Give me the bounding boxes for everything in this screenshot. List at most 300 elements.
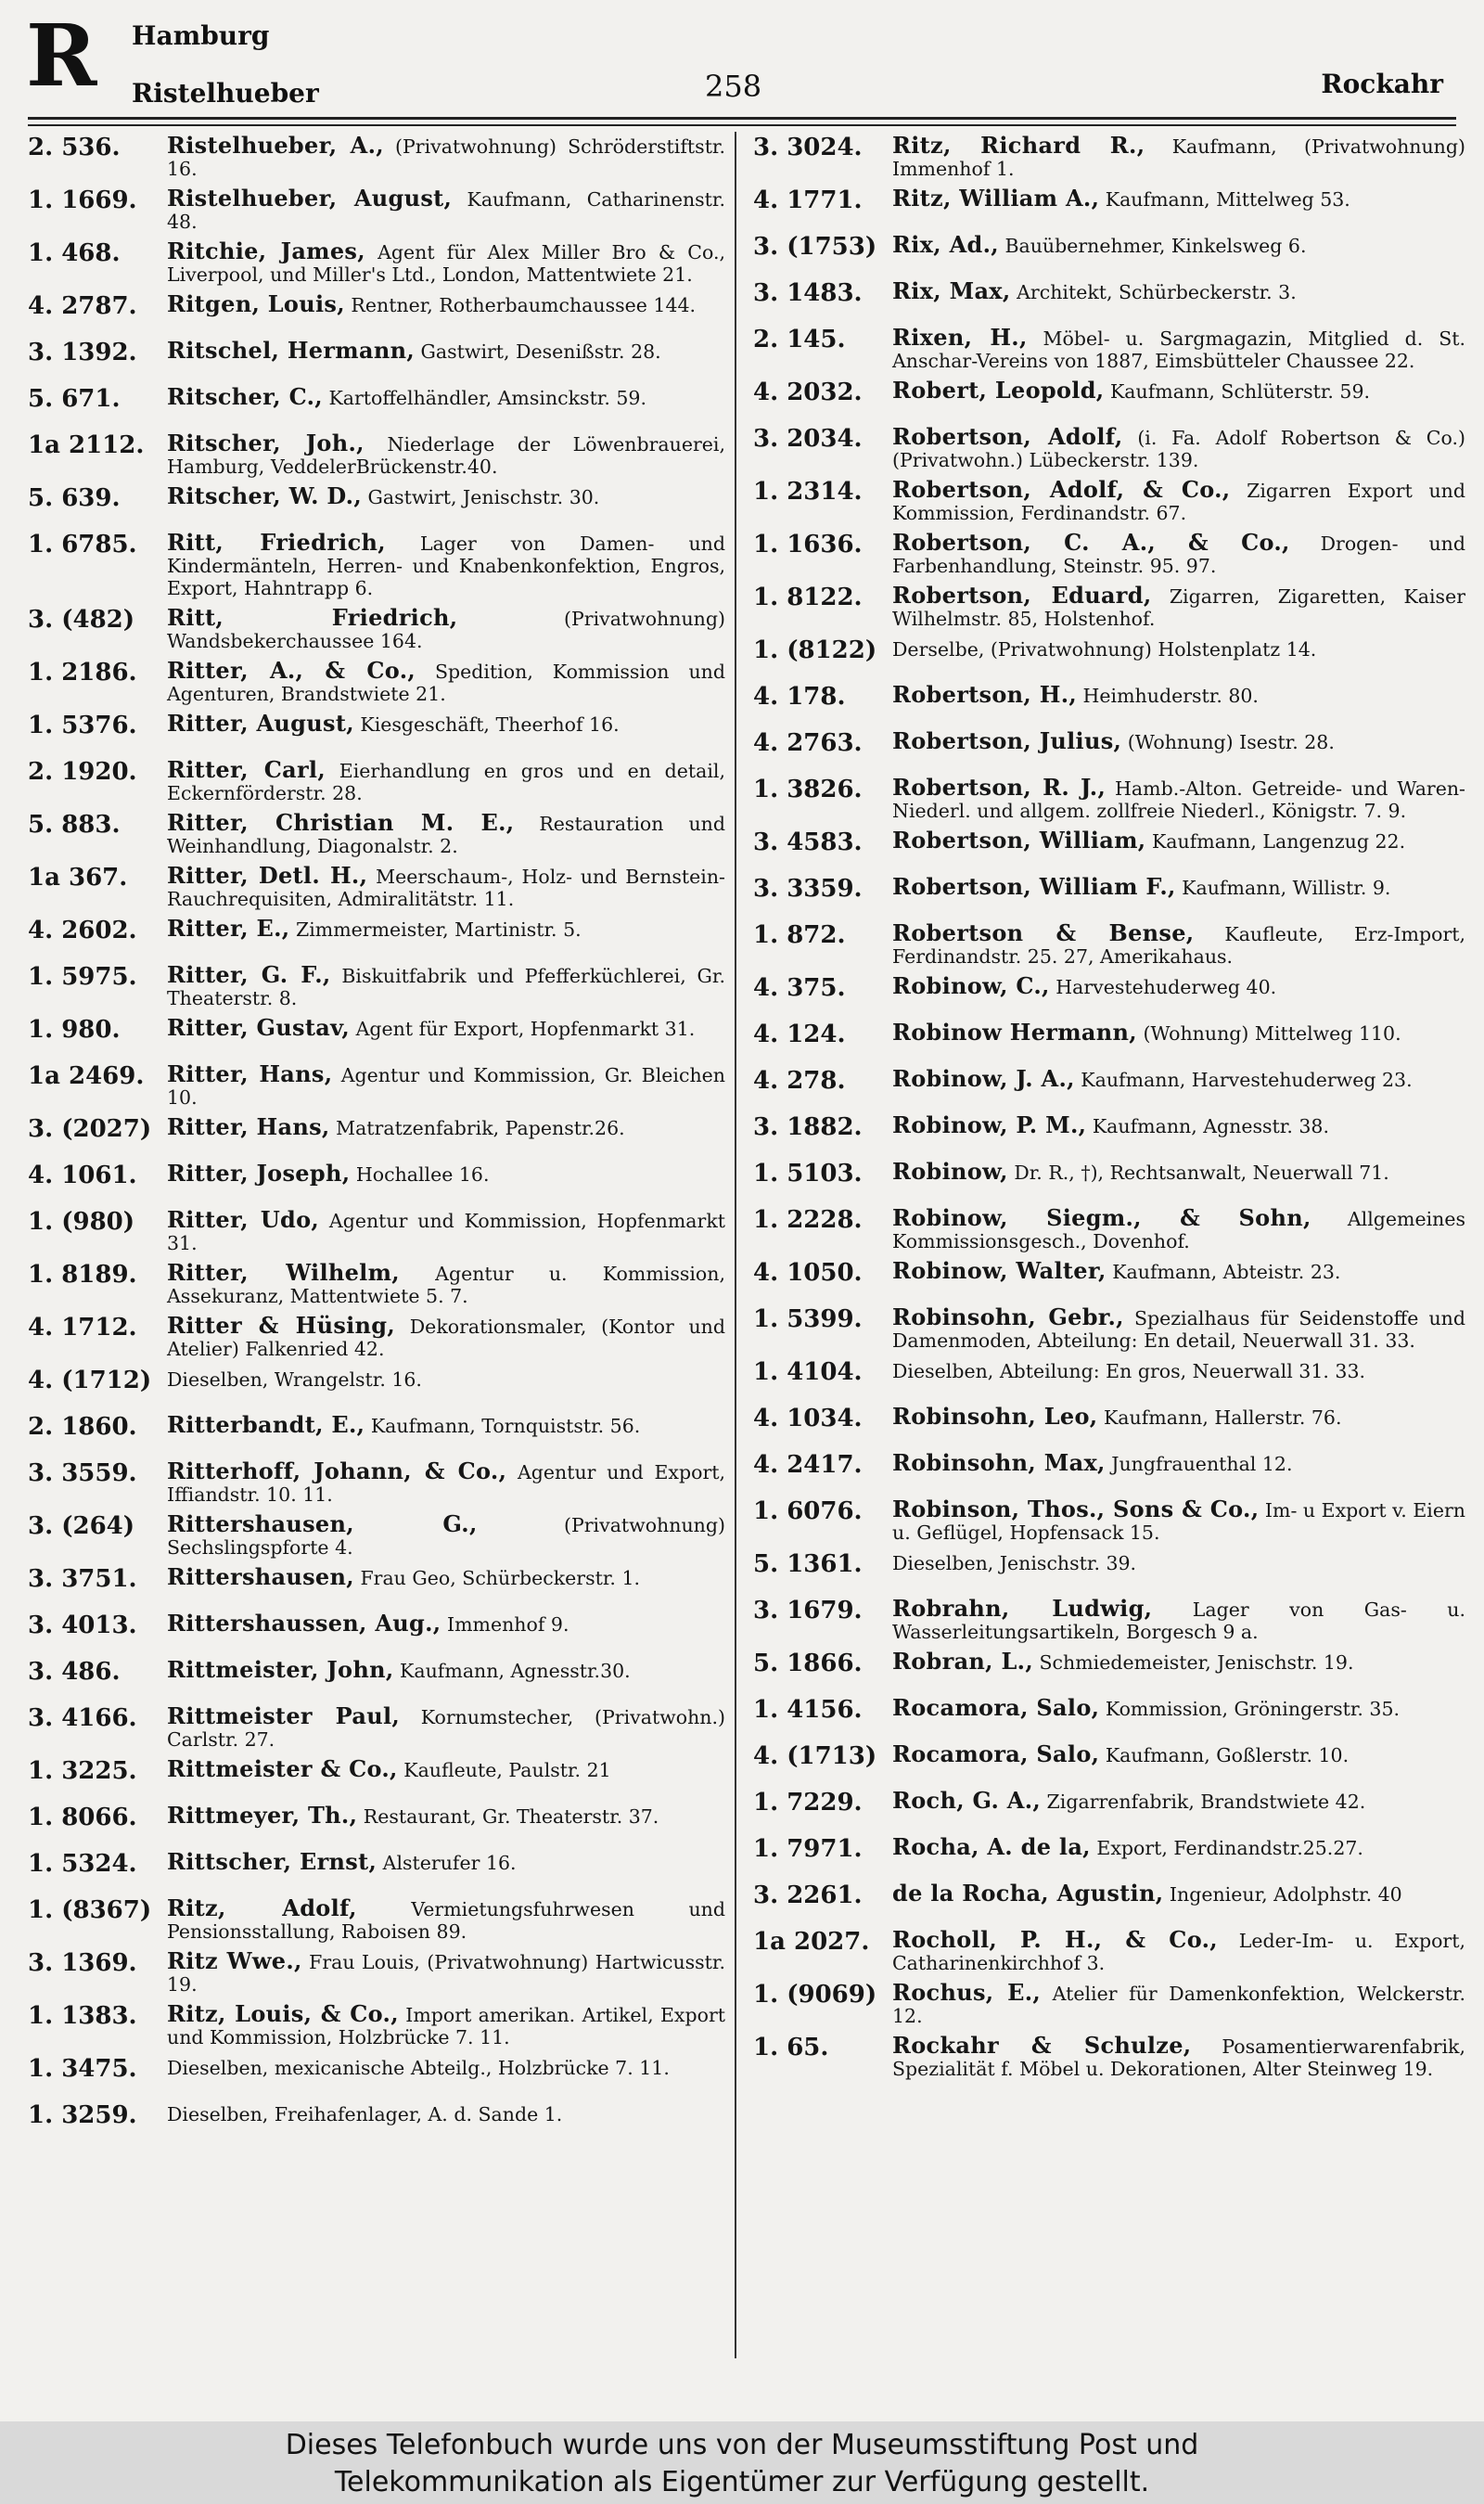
entry-description: Architekt, Schürbeckerstr. 3. [1017, 281, 1297, 303]
entry-number: 4. 2032. [753, 379, 863, 406]
entry-number: 1. 2186. [28, 659, 137, 687]
entry-number: 1. 3225. [28, 1757, 137, 1785]
entry-name: Rix, Ad., [892, 231, 999, 258]
entry-number: 3. 4013. [28, 1612, 137, 1639]
entry-description: Matratzenfabrik, Papenstr.26. [336, 1117, 625, 1139]
entry-name: Rittmeister Paul, [167, 1702, 401, 1729]
entry-name: Ristelhueber, A., [167, 132, 384, 159]
entry-number: 1. 4104. [753, 1358, 863, 1386]
column-divider [735, 132, 736, 2358]
entry-text [892, 231, 1465, 258]
entry-number: 4. 2602. [28, 917, 137, 944]
entry-name: Robertson, Julius, [892, 727, 1122, 754]
left-column [28, 132, 725, 2377]
entry-name: Robinow, Siegm., & Sohn, [892, 1204, 1311, 1231]
directory-entry [753, 1648, 1465, 1694]
directory-entry [753, 635, 1465, 681]
entry-name: Robinow, C., [892, 972, 1050, 999]
entry-number: 3. (2027) [28, 1115, 152, 1143]
header-rule-thin [28, 124, 1456, 126]
entry-number: 1. 7971. [753, 1835, 863, 1863]
entry-text [892, 476, 1465, 524]
entry-number: 1. 872. [753, 921, 846, 949]
entry-description: Posamentierwarenfabrik, Spezialität f. Möbel u. Dekorationen, Alter Steinweg 19. [892, 2035, 1465, 2080]
entry-name: Rittershausen, [167, 1563, 354, 1590]
entry-name: Ritter & Hüsing, [167, 1312, 396, 1339]
entry-number: 1a 2112. [28, 431, 145, 459]
entry-name: Rochus, E., [892, 1979, 1042, 2006]
directory-entry [753, 727, 1465, 774]
entry-number: 1. 980. [28, 1016, 121, 1044]
entry-number: 1. 3475. [28, 2055, 137, 2083]
entry-text [167, 961, 725, 1009]
directory-entry [28, 1411, 725, 1457]
directory-entry [28, 1312, 725, 1365]
entry-text [892, 2032, 1465, 2080]
directory-entry [753, 377, 1465, 423]
entry-number: 1. 8189. [28, 1261, 137, 1289]
entry-text [892, 1021, 1465, 1045]
entry-name: Rocha, A. de la, [892, 1833, 1091, 1860]
directory-entry [753, 582, 1465, 635]
entry-number: 4. 278. [753, 1067, 846, 1095]
directory-entry [753, 1979, 1465, 2032]
entry-text [892, 1359, 1465, 1382]
entry-name: Rittmeister & Co., [167, 1755, 398, 1782]
entry-name: Ritter, Carl, [167, 756, 326, 783]
entry-name: Robinow, P. M., [892, 1111, 1087, 1138]
entry-name: Robertson, R. J., [892, 774, 1107, 801]
directory-entry [753, 1356, 1465, 1403]
entry-description: Dieselben, mexicanische Abteilg., Holzbrücke 7. 11. [167, 2057, 670, 2079]
entry-text [167, 1411, 725, 1438]
entry-text [892, 681, 1465, 708]
entry-description: Kaufmann, Agnesstr.30. [400, 1660, 631, 1682]
entry-text [892, 584, 1465, 630]
entry-number: 1. 65. [753, 2034, 829, 2061]
entry-text [167, 482, 725, 509]
entry-description: Ingenieur, Adolphstr. 40 [1169, 1883, 1402, 1906]
entry-number: 3. (264) [28, 1512, 135, 1540]
entry-description: Kaufmann, Catharinenstr. 48. [167, 188, 725, 233]
entry-text [892, 1204, 1465, 1252]
directory-entry [753, 1740, 1465, 1787]
entry-description: Kaufmann, Mittelweg 53. [1105, 188, 1350, 211]
entry-text [892, 529, 1465, 577]
entry-description: Lager von Gas- u. Wasserleitungsartikeln, Borgesch 9 a. [892, 1599, 1465, 1643]
directory-entry [753, 1694, 1465, 1740]
entry-name: Ritter, E., [167, 915, 290, 942]
directory-entry [753, 185, 1465, 231]
directory-entry [753, 529, 1465, 582]
entry-description: Meerschaum-, Holz- und Bernstein-Rauchrequisiten, Admiralitätstr. 11. [167, 866, 725, 910]
entry-text [892, 919, 1465, 968]
directory-entry [28, 1113, 725, 1160]
entry-text [167, 1162, 725, 1186]
directory-entry [28, 862, 725, 915]
directory-entry [753, 1019, 1465, 1065]
entry-name: Ritt, Friedrich, [167, 529, 386, 556]
entry-text [892, 379, 1465, 403]
directory-entry [753, 324, 1465, 377]
entry-description: Hochallee 16. [355, 1163, 490, 1186]
entry-text [167, 710, 725, 737]
header-rule [28, 117, 1456, 120]
entry-name: Ritterbandt, E., [167, 1411, 365, 1438]
entry-text [167, 1259, 725, 1307]
directory-entry [28, 809, 725, 862]
directory-entry [753, 1833, 1465, 1880]
entry-number: 3. 1679. [753, 1597, 863, 1624]
directory-entry [28, 1259, 725, 1312]
directory-entry [28, 337, 725, 383]
page-header [0, 0, 1484, 130]
entry-number: 3. 3559. [28, 1459, 137, 1487]
entry-text [167, 1510, 725, 1559]
entry-name: Robran, L., [892, 1648, 1033, 1675]
entry-description: Drogen- und Farbenhandlung, Steinstr. 95. 97. [892, 533, 1465, 577]
entry-text [167, 1804, 725, 1828]
entry-name: Rittmeyer, Th., [167, 1802, 358, 1829]
directory-entry [28, 482, 725, 529]
entry-number: 1. 7229. [753, 1789, 863, 1817]
directory-entry [28, 1365, 725, 1411]
entry-number: 1. 5103. [753, 1160, 863, 1188]
entry-text [167, 187, 725, 233]
entry-name: Ristelhueber, August, [167, 185, 453, 212]
entry-number: 5. 671. [28, 385, 121, 413]
entry-description: Jungfrauenthal 12. [1111, 1453, 1293, 1475]
entry-number: 1. 468. [28, 239, 121, 267]
directory-entry [28, 383, 725, 430]
directory-entry [753, 774, 1465, 827]
entry-number: 1. 1383. [28, 2002, 137, 2030]
entry-text [167, 1457, 725, 1506]
entry-description: Eierhandlung en gros und en detail, Eckernförderstr. 28. [167, 760, 725, 804]
entry-name: Ritscher, C., [167, 383, 323, 410]
entry-description: Kaufmann, Hallerstr. 76. [1103, 1406, 1342, 1429]
entry-description: Kaufmann, Harvestehuderweg 23. [1081, 1069, 1413, 1091]
entry-text [167, 604, 725, 652]
directory-entry [28, 290, 725, 337]
entry-number: 4. 375. [753, 974, 846, 1002]
entry-description: Frau Louis, (Privatwohnung) Hartwicusstr. 19. [167, 1951, 725, 1996]
entry-name: Robertson, Adolf, [892, 423, 1123, 450]
directory-entry [28, 430, 725, 482]
entry-description: Dr. R., †), Rechtsanwalt, Neuerwall 71. [1014, 1162, 1389, 1184]
entry-number: 3. 1882. [753, 1113, 863, 1141]
header-first-name: Ristelhueber [132, 78, 319, 109]
entry-name: de la Rocha, Agustin, [892, 1880, 1164, 1907]
directory-entry [28, 1802, 725, 1848]
entry-text [167, 337, 725, 364]
directory-entry [28, 604, 725, 657]
entry-text [892, 1303, 1465, 1352]
directory-entry [753, 423, 1465, 476]
entry-description: Agentur u. Kommission, Assekuranz, Mattentwiete 5. 7. [167, 1263, 725, 1307]
entry-description: Spedition, Kommission und Agenturen, Brandstwiete 21. [167, 661, 725, 705]
entry-text [892, 1257, 1465, 1284]
entry-description: Zimmermeister, Martinistr. 5. [295, 918, 582, 941]
directory-entry [753, 827, 1465, 873]
entry-description: Harvestehuderweg 40. [1055, 976, 1277, 998]
directory-entry [28, 1755, 725, 1802]
directory-entry [28, 756, 725, 809]
entry-name: Robinson, Thos., Sons & Co., [892, 1496, 1260, 1522]
entry-description: Vermietungsfuhrwesen und Pensionsstallung, Raboisen 89. [167, 1898, 725, 1943]
directory-entry [28, 1510, 725, 1563]
directory-entry [28, 1894, 725, 1947]
entry-text [167, 2000, 725, 2048]
entry-number: 2. 1920. [28, 758, 137, 786]
directory-entry [753, 1204, 1465, 1257]
entry-text [167, 1848, 725, 1875]
entry-description: Dieselben, Freihafenlager, A. d. Sande 1. [167, 2103, 563, 2125]
header-last-name: Rockahr [1321, 69, 1443, 99]
entry-description: Hamb.-Alton. Getreide- und Waren-Niederl. und allgem. zollfreie Niederl., Königstr. 7. 9. [892, 777, 1465, 822]
entry-text [892, 1551, 1465, 1574]
entry-name: Rocamora, Salo, [892, 1694, 1100, 1721]
entry-text [892, 1979, 1465, 2027]
entry-name: Rocamora, Salo, [892, 1740, 1100, 1767]
entry-description: Zigarrenfabrik, Brandstwiete 42. [1046, 1791, 1366, 1813]
entry-name: Robrahn, Ludwig, [892, 1595, 1153, 1622]
entry-name: Ritz, William A., [892, 185, 1100, 212]
entry-description: Rentner, Rotherbaumchaussee 144. [351, 294, 697, 316]
entry-text [167, 1014, 725, 1041]
entry-number: 4. 1712. [28, 1314, 137, 1342]
directory-entry [28, 1656, 725, 1702]
entry-name: Ritter, August, [167, 710, 354, 737]
directory-entry [753, 1111, 1465, 1158]
entry-name: Ritter, Christian M. E., [167, 809, 515, 836]
entry-name: Robinsohn, Gebr., [892, 1303, 1124, 1330]
entry-description: (i. Fa. Adolf Robertson & Co.) (Privatwohn.) Lübeckerstr. 139. [892, 427, 1465, 471]
entry-number: 2. 536. [28, 134, 121, 161]
entry-description: Agentur und Kommission, Gr. Bleichen 10. [167, 1064, 725, 1109]
entry-name: Rixen, H., [892, 324, 1028, 351]
entry-name: Ritscher, Joh., [167, 430, 365, 456]
directory-entry [753, 1303, 1465, 1356]
entry-text [167, 1755, 725, 1782]
entry-text [892, 774, 1465, 822]
entry-name: Ritter, Joseph, [167, 1160, 351, 1187]
entry-description: Kaufmann, Langenzug 22. [1151, 830, 1406, 853]
directory-entry [28, 1457, 725, 1510]
entry-description: Kaufmann, Tornquiststr. 56. [370, 1415, 641, 1437]
entry-text [892, 873, 1465, 900]
entry-number: 4. (1713) [753, 1742, 877, 1770]
entry-number: 5. 883. [28, 811, 121, 839]
entry-number: 1. 1669. [28, 186, 137, 214]
entry-number: 5. 1866. [753, 1650, 863, 1677]
entry-text [167, 2056, 725, 2079]
entry-text [892, 277, 1465, 304]
entry-description: Zigarren Export und Kommission, Ferdinandstr. 67. [892, 480, 1465, 524]
entry-description: Leder-Im- u. Export, Catharinenkirchhof 3. [892, 1930, 1465, 1974]
entry-name: Ritter, Detl. H., [167, 862, 368, 889]
entry-name: Ritt, Friedrich, [167, 604, 458, 631]
header-city: Hamburg [132, 20, 270, 51]
entry-description: Kaufleute, Paulstr. 21 [403, 1759, 611, 1781]
entry-description: Gastwirt, Jenischstr. 30. [367, 486, 600, 508]
entry-number: 1. 8122. [753, 584, 863, 611]
directory-entry [753, 277, 1465, 324]
entry-description: Zigarren, Zigaretten, Kaiser Wilhelmstr. 85, Holstenhof. [892, 585, 1465, 630]
footer-line-1: Dieses Telefonbuch wurde uns von der Museumsstiftung Post und [285, 2429, 1199, 2461]
directory-entry [28, 1014, 725, 1060]
entry-name: Robinow, [892, 1158, 1008, 1185]
directory-entry [753, 1787, 1465, 1833]
entry-number: 4. 178. [753, 683, 846, 711]
entry-description: Dieselben, Wrangelstr. 16. [167, 1368, 422, 1391]
entry-description: Spezialhaus für Seidenstoffe und Damenmoden, Abteilung: En detail, Neuerwall 31. 33. [892, 1307, 1465, 1352]
entry-text [167, 290, 725, 317]
entry-name: Robertson, Adolf, & Co., [892, 476, 1231, 503]
footer-line-2: Telekommunikation als Eigentümer zur Verfügung gestellt. [334, 2466, 1150, 2498]
entry-text [892, 1403, 1465, 1430]
directory-entry [28, 1160, 725, 1206]
directory-entry [28, 238, 725, 290]
directory-entry [28, 1206, 725, 1259]
entry-text [167, 1702, 725, 1751]
directory-entry [753, 1065, 1465, 1111]
directory-entry [753, 1158, 1465, 1204]
entry-name: Robinow Hermann, [892, 1019, 1137, 1046]
entry-text [167, 915, 725, 942]
entry-number: 4. 1061. [28, 1162, 137, 1189]
entry-name: Rittershaussen, Aug., [167, 1610, 441, 1637]
entry-name: Ritter, Wilhelm, [167, 1259, 400, 1286]
entry-number: 3. (1753) [753, 233, 877, 261]
entry-name: Robinow, J. A., [892, 1065, 1075, 1092]
directory-entry [753, 972, 1465, 1019]
entry-text [167, 529, 725, 599]
entry-name: Robinsohn, Max, [892, 1449, 1106, 1476]
directory-entry [753, 1496, 1465, 1548]
entry-number: 3. 1369. [28, 1949, 137, 1977]
directory-entry [753, 231, 1465, 277]
entry-number: 1. 3259. [28, 2101, 137, 2129]
entry-number: 1. 5376. [28, 712, 137, 739]
entry-description: Kiesgeschäft, Theerhof 16. [360, 713, 620, 736]
entry-description: Dekorationsmaler, (Kontor und Atelier) Falkenried 42. [167, 1316, 725, 1360]
directory-entry [28, 915, 725, 961]
entry-description: Agentur und Kommission, Hopfenmarkt 31. [167, 1210, 725, 1254]
entry-number: 1. 5975. [28, 963, 137, 991]
entry-description: (Privatwohnung) Schröderstiftstr. 16. [167, 135, 725, 180]
entry-text [167, 862, 725, 910]
entry-text [892, 187, 1465, 211]
entry-number: 1. 5324. [28, 1850, 137, 1878]
entry-description: Kaufmann, Agnesstr. 38. [1092, 1115, 1329, 1137]
entry-text [167, 1563, 725, 1590]
entry-number: 1. 4156. [753, 1696, 863, 1724]
section-letter: R [26, 6, 97, 106]
directory-entry [753, 1595, 1465, 1648]
entry-text [892, 1449, 1465, 1476]
entry-text [892, 1882, 1465, 1906]
entry-text [892, 972, 1465, 999]
entry-name: Rittmeister, John, [167, 1656, 394, 1683]
entry-number: 1. 1636. [753, 531, 863, 559]
entry-number: 2. 145. [753, 326, 846, 353]
entry-number: 4. 2763. [753, 729, 863, 757]
entry-description: Kaufmann, Goßlerstr. 10. [1105, 1744, 1350, 1766]
entry-number: 4. (1712) [28, 1367, 152, 1394]
directory-entry [28, 2100, 725, 2146]
entry-text [167, 1947, 725, 1996]
entry-name: Ritz, Adolf, [167, 1894, 357, 1921]
entry-name: Ritschel, Hermann, [167, 337, 416, 364]
entry-description: Kommission, Gröningerstr. 35. [1105, 1698, 1401, 1720]
entry-text [167, 1656, 725, 1683]
entry-text [167, 383, 725, 410]
entry-text [892, 1498, 1465, 1544]
entry-description: (Wohnung) Isestr. 28. [1127, 731, 1335, 753]
entry-description: Kaufmann, Schlüterstr. 59. [1109, 380, 1371, 403]
entry-description: Möbel- u. Sargmagazin, Mitglied d. St. Anschar-Vereins von 1887, Eimsbütteler Chaussee 22. [892, 327, 1465, 372]
directory-entry [28, 710, 725, 756]
directory-entry [753, 1449, 1465, 1496]
entry-number: 5. 1361. [753, 1550, 863, 1578]
entry-number: 3. 2034. [753, 425, 863, 453]
entry-name: Ritscher, W. D., [167, 482, 362, 509]
entry-name: Ritter, Udo, [167, 1206, 320, 1233]
directory-entry [28, 1610, 725, 1656]
entry-name: Robertson, C. A., & Co., [892, 529, 1290, 556]
directory-entry [28, 529, 725, 604]
entry-number: 4. 2417. [753, 1451, 863, 1479]
entry-name: Ritchie, James, [167, 238, 365, 264]
directory-entry [753, 2032, 1465, 2085]
entry-name: Robertson, Eduard, [892, 582, 1152, 609]
directory-entry [753, 1403, 1465, 1449]
entry-description: Dieselben, Jenischstr. 39. [892, 1552, 1137, 1574]
entry-number: 4. 1034. [753, 1405, 863, 1432]
entry-text [892, 423, 1465, 471]
directory-entry [28, 132, 725, 185]
entry-number: 4. 2787. [28, 292, 137, 320]
entry-text [892, 1065, 1465, 1092]
directory-entry [753, 873, 1465, 919]
entry-description: Im- u Export v. Eiern u. Geflügel, Hopfensack 15. [892, 1499, 1465, 1544]
entry-number: 3. 3751. [28, 1565, 137, 1593]
entry-name: Rittscher, Ernst, [167, 1848, 377, 1875]
entry-text [892, 1740, 1465, 1767]
entry-text [167, 756, 725, 804]
entry-description: Kaufmann, (Privatwohnung) Immenhof 1. [892, 135, 1465, 180]
directory-entry [753, 1880, 1465, 1926]
directory-entry [753, 1926, 1465, 1979]
entry-description: Immenhof 9. [446, 1613, 569, 1636]
right-column [753, 132, 1465, 2377]
entry-name: Ritter, Hans, [167, 1113, 330, 1140]
entry-number: 1. 2228. [753, 1206, 863, 1234]
entry-text [167, 132, 725, 180]
entry-number: 1. (980) [28, 1208, 135, 1236]
entry-number: 1. (8122) [753, 636, 877, 664]
entry-number: 3. 3024. [753, 134, 863, 161]
entry-number: 5. 639. [28, 484, 121, 512]
entry-text [892, 1787, 1465, 1814]
directory-entry [753, 1257, 1465, 1303]
entry-name: Robertson, H., [892, 681, 1078, 708]
entry-name: Ritter, G. F., [167, 961, 331, 988]
entry-name: Rix, Max, [892, 277, 1011, 304]
entry-description: Kaufmann, Willistr. 9. [1182, 877, 1391, 899]
entry-name: Rittershausen, G., [167, 1510, 478, 1537]
